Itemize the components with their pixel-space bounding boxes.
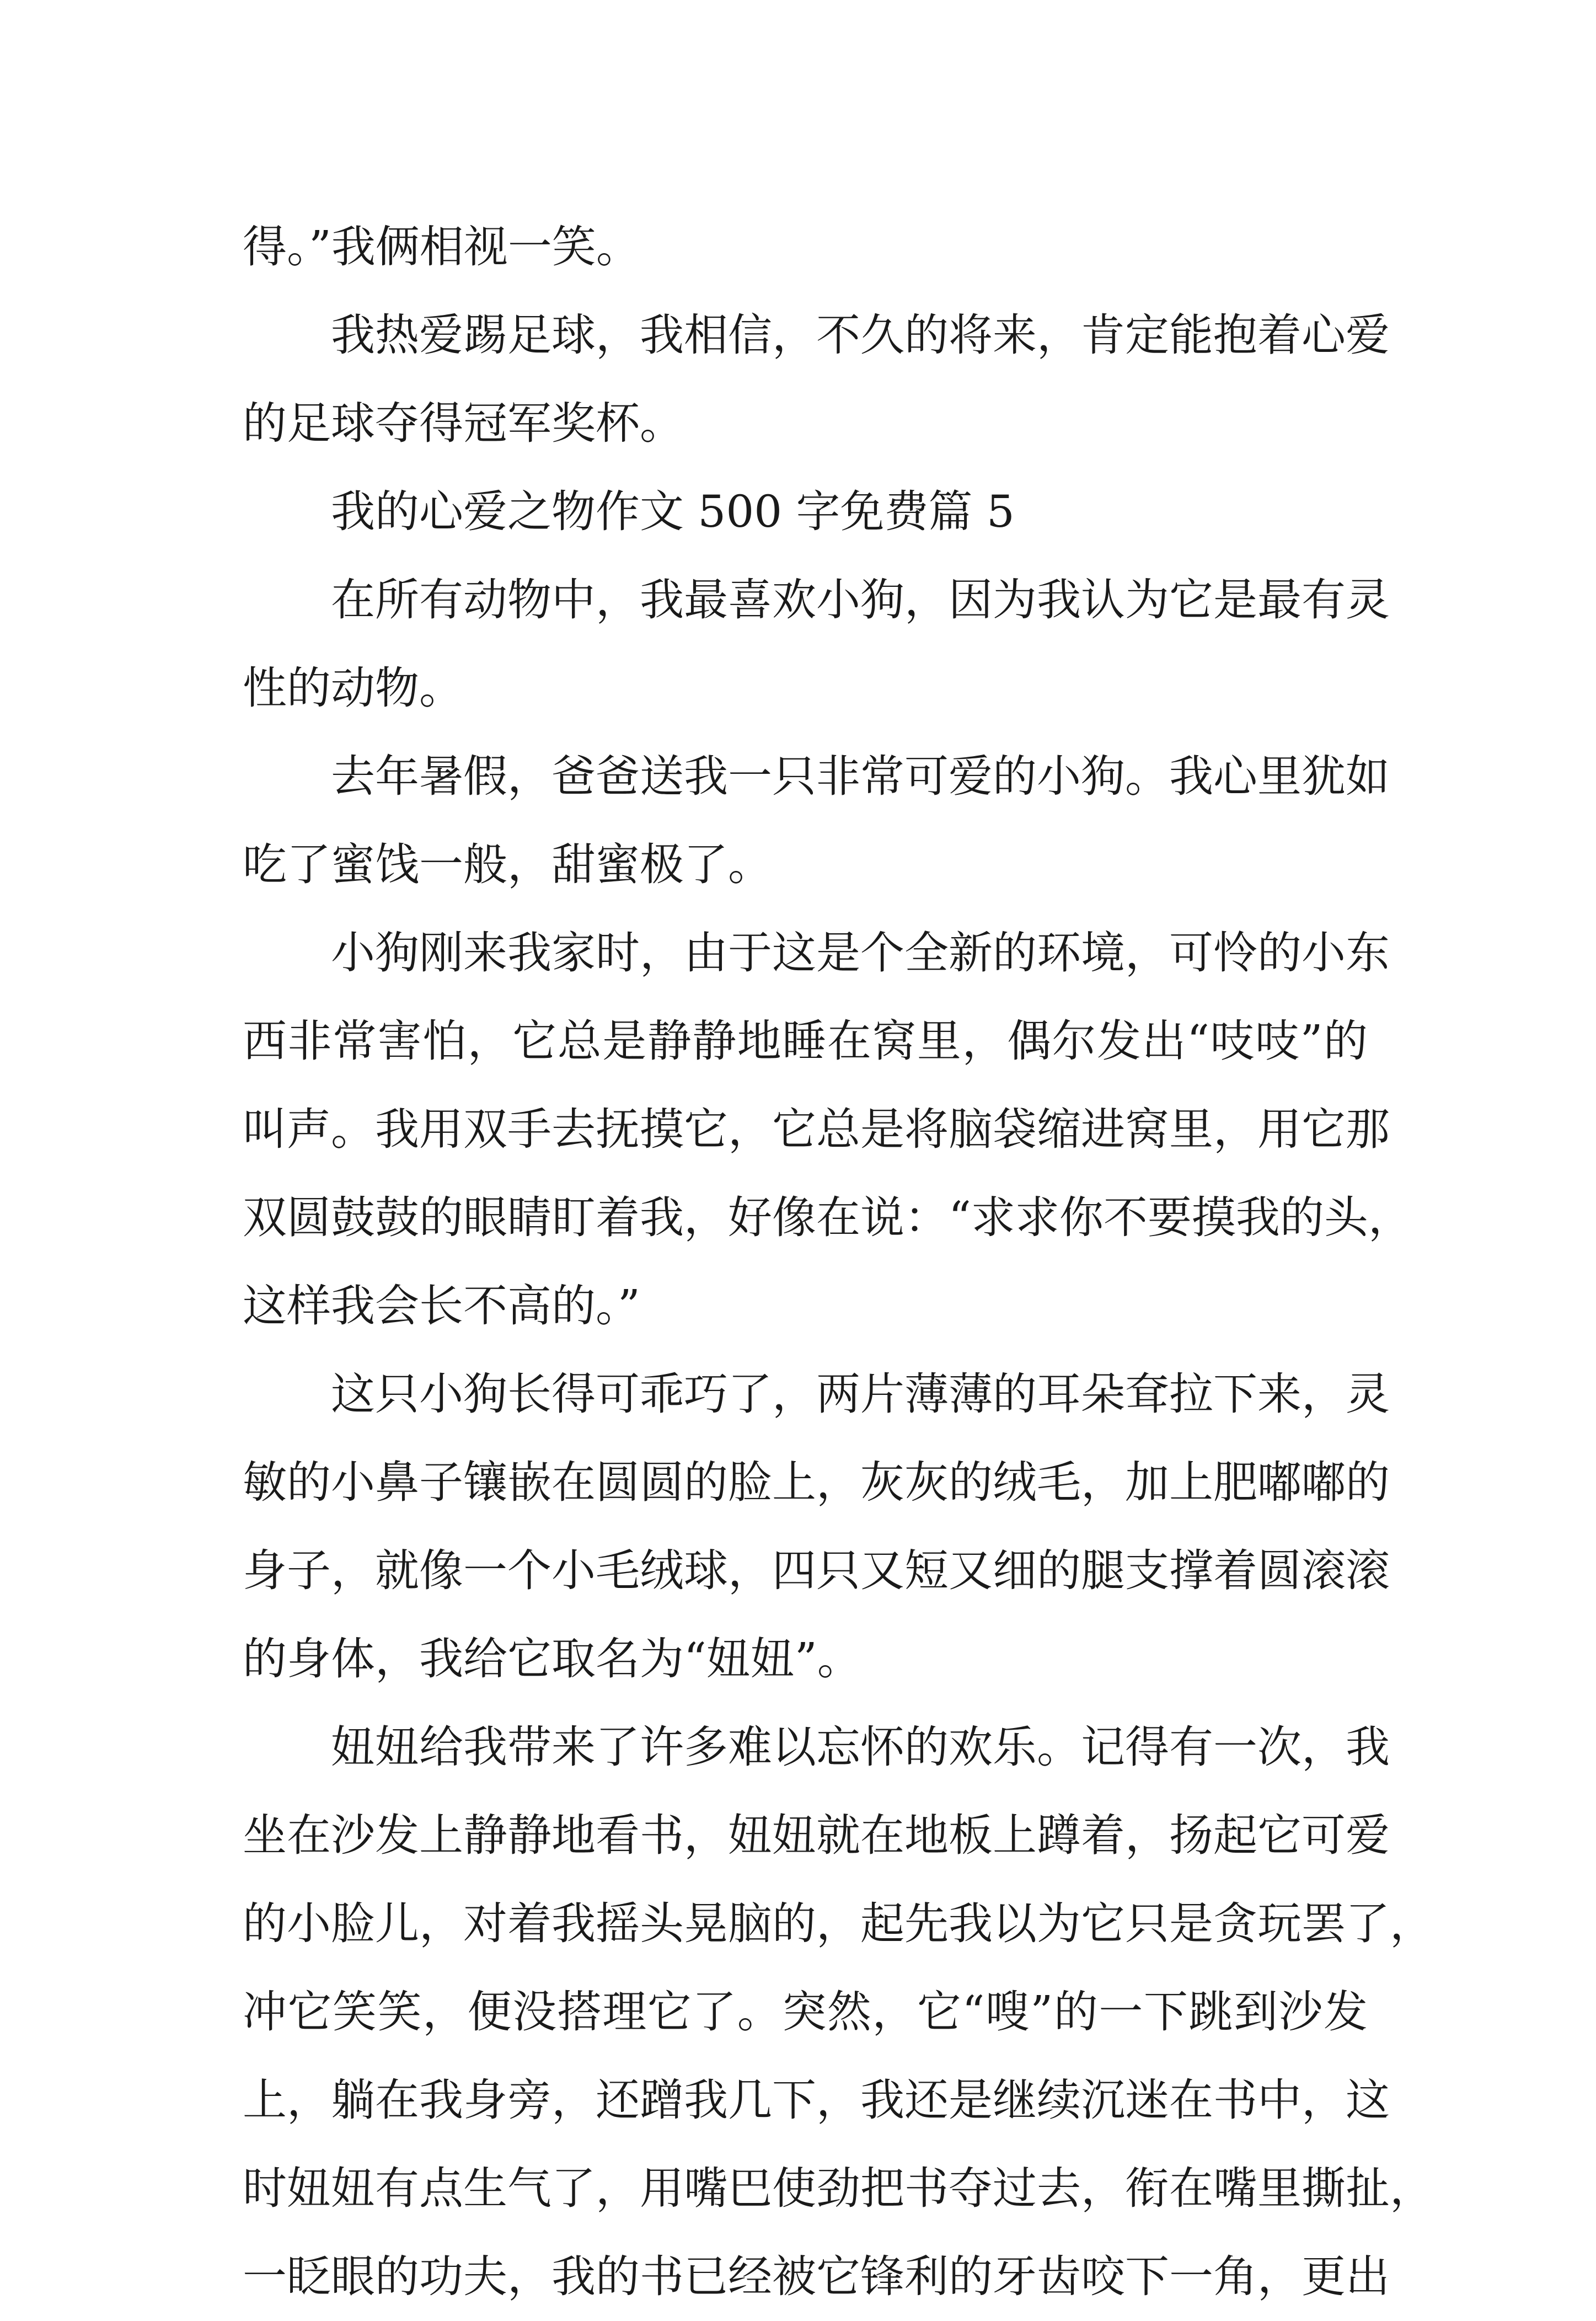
paragraph [243, 556, 1390, 732]
text-line: 去年暑假，爸爸送我一只非常可爱的小狗。我心里犹如 [331, 751, 1390, 802]
text-line: 在所有动物中，我最喜欢小狗，因为我认为它是最有灵 [331, 574, 1390, 625]
text-line: 时妞妞有点生气了，用嘴巴使劲把书夺过去，衔在嘴里撕扯， [243, 2163, 1434, 2214]
text-line: 这只小狗长得可乖巧了，两片薄薄的耳朵耷拉下来，灵 [331, 1368, 1390, 1420]
paragraph [243, 732, 1390, 909]
text-line: 这样我会长不高的。” [243, 1280, 640, 1331]
text-line: 冲它笑笑，便没搭理它了。突然，它“嗖”的一下跳到沙发 [243, 1986, 1368, 2037]
text-line: 的足球夺得冠军奖杯。 [243, 398, 684, 449]
text-line: 西非常害怕，它总是静静地睡在窝里，偶尔发出“吱吱”的 [243, 1015, 1368, 1067]
text-line: 上，躺在我身旁，还蹭我几下，我还是继续沉迷在书中，这 [243, 2074, 1390, 2126]
paragraph [243, 1703, 1434, 2321]
text-line: 双圆鼓鼓的眼睛盯着我，好像在说：“求求你不要摸我的头， [243, 1192, 1412, 1243]
document-body [243, 203, 1434, 2321]
paragraph [243, 291, 1390, 468]
text-line: 我热爱踢足球，我相信，不久的将来，肯定能抱着心爱 [331, 309, 1390, 361]
text-line: 妞妞给我带来了许多难以忘怀的欢乐。记得有一次，我 [331, 1721, 1390, 1773]
text-line: 吃了蜜饯一般，甜蜜极了。 [243, 839, 772, 890]
paragraph [243, 203, 1368, 291]
text-line: 坐在沙发上静静地看书，妞妞就在地板上蹲着，扬起它可爱 [243, 1810, 1390, 1861]
paragraph [243, 909, 1412, 1350]
text-line: 的身体，我给它取名为“妞妞”。 [243, 1633, 861, 1684]
text-line: 我的心爱之物作文 500 字免费篇 5 [331, 486, 1015, 537]
text-line: 叫声。我用双手去抚摸它，它总是将脑袋缩进窝里，用它那 [243, 1104, 1390, 1155]
text-line: 的小脸儿，对着我摇头晃脑的，起先我以为它只是贪玩罢了， [243, 1898, 1434, 1949]
text-line: 敏的小鼻子镶嵌在圆圆的脸上，灰灰的绒毛，加上肥嘟嘟的 [243, 1457, 1390, 1508]
text-line: 小狗刚来我家时，由于这是个全新的环境，可怜的小东 [331, 927, 1390, 978]
text-line: 性的动物。 [243, 662, 463, 714]
text-line: 一眨眼的功夫，我的书已经被它锋利的牙齿咬下一角，更出 [243, 2251, 1390, 2302]
text-line: 得。”我俩相视一笑。 [243, 221, 640, 272]
paragraph [243, 468, 1368, 556]
text-line: 身子，就像一个小毛绒球，四只又短又细的腿支撑着圆滚滚 [243, 1545, 1390, 1596]
paragraph [243, 1350, 1390, 1703]
